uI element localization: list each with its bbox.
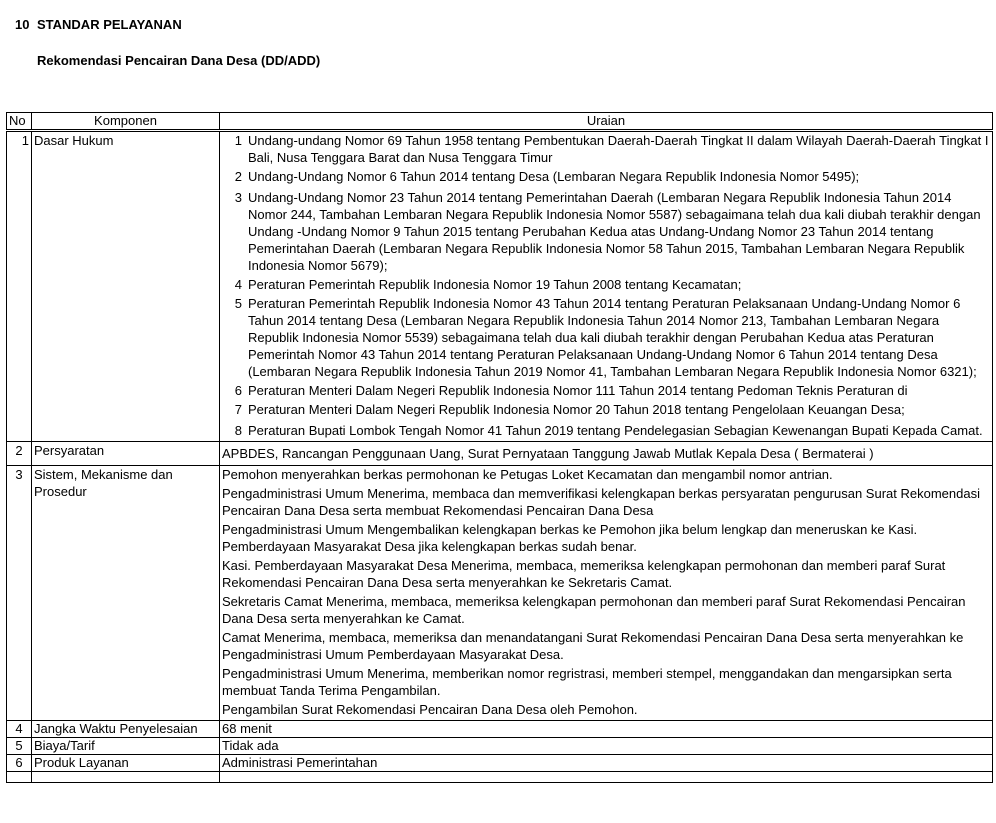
procedure-step: Kasi. Pemberdayaan Masyarakat Desa Menerima, membaca, memeriksa kelengkapan permohonan dan memberi paraf Surat Rekomendasi Pencairan Dana Desa serta menyerahkan ke Sekretaris Camat.: [222, 558, 946, 590]
table-header-row: [7, 113, 993, 131]
row-number: 1: [7, 131, 32, 442]
service-standard-table: [6, 112, 993, 783]
table-row-biaya: [7, 738, 993, 755]
row-komponen: Persyaratan: [32, 442, 220, 466]
table-row-truncated: [7, 772, 993, 783]
procedure-step: Pemohon menyerahkan berkas permohonan ke Petugas Loket Kecamatan dan mengambil nomor antrian.: [222, 467, 833, 482]
row-komponen: Produk Layanan: [32, 755, 220, 772]
table-row-persyaratan: [7, 442, 993, 466]
document-subtitle: Rekomendasi Pencairan Dana Desa (DD/ADD): [37, 53, 321, 68]
section-title: STANDAR PELAYANAN: [37, 17, 182, 32]
procedure-step: Pengambilan Surat Rekomendasi Pencairan Dana Desa oleh Pemohon.: [222, 702, 638, 717]
procedure-step: Pengadministrasi Umum Menerima, memberikan nomor regristrasi, memberi stempel, menggandakan dan mengarsipkan serta membuat Tanda Terima Pengambilan.: [222, 666, 952, 698]
row-uraian-legal-basis-list: [220, 131, 993, 442]
legal-basis-item: 2 Undang-Undang Nomor 6 Tahun 2014 tentang Desa (Lembaran Negara Republik Indonesia Nomor 5495);: [234, 169, 860, 184]
procedure-step: Pengadministrasi Umum Mengembalikan kelengkapan berkas ke Pemohon jika belum lengkap dan meneruskan ke Kasi. Pemberdayaan Masyarakat Desa jika kelengkapan berkas sudah benar.: [222, 522, 918, 554]
row-komponen: Biaya/Tarif: [32, 738, 220, 755]
row-uraian-procedure-steps: [220, 466, 993, 721]
column-header-no: No: [7, 113, 32, 131]
row-uraian: 68 menit: [220, 721, 993, 738]
row-komponen: Sistem, Mekanisme dan Prosedur: [32, 466, 220, 721]
row-number: 6: [7, 755, 32, 772]
row-komponen: [32, 772, 220, 783]
row-number: [7, 772, 32, 783]
column-header-komponen: Komponen: [32, 113, 220, 131]
table-row-jangka-waktu: [7, 721, 993, 738]
section-number: 10: [15, 17, 30, 32]
table-row-produk-layanan: [7, 755, 993, 772]
legal-basis-item: 3 Undang-Undang Nomor 23 Tahun 2014 tentang Pemerintahan Daerah (Lembaran Negara Republik Indonesia Tahun 2014 Nomor 244, Tambahan Lembaran Negara Republik Indonesia Nomor 5587) sebagaimana telah dua kali diubah terakhir dengan Undang -Undang Nomor 9 Tahun 2015 tentang Perubahan Kedua atas Undang-Undang Nomor 23 Tahun 2014 tentang Pemerintahan Daerah (Lembaran Negara Republik Indonesia Nomor 58 Tahun 2015, Tambahan Lembaran Negara Republik Indonesia Nomor 5679);: [234, 190, 981, 273]
row-uraian: APBDES, Rancangan Penggunaan Uang, Surat Pernyataan Tanggung Jawab Mutlak Kepala Desa ( Bermaterai ): [220, 442, 993, 466]
row-komponen: Dasar Hukum: [32, 131, 220, 442]
row-uraian: Tidak ada: [220, 738, 993, 755]
legal-basis-item: 4 Peraturan Pemerintah Republik Indonesia Nomor 19 Tahun 2008 tentang Kecamatan;: [234, 277, 742, 292]
procedure-step: Sekretaris Camat Menerima, membaca, memeriksa kelengkapan permohonan dan memberi paraf Surat Rekomendasi Pencairan Dana Desa serta menyerahkan ke Camat.: [222, 594, 966, 626]
column-header-uraian: Uraian: [220, 113, 993, 131]
legal-basis-item: 6 Peraturan Menteri Dalam Negeri Republik Indonesia Nomor 111 Tahun 2014 tentang Pedoman Teknis Peraturan di: [234, 383, 908, 398]
legal-basis-item: 5 Peraturan Pemerintah Republik Indonesia Nomor 43 Tahun 2014 tentang Peraturan Pelaksanaan Undang-Undang Nomor 6 Tahun 2014 tentang Desa (Lembaran Negara Republik Indonesia Tahun 2014 Nomor 213, Tambahan Lembaran Negara Republik Indonesia Nomor 5539) sebagaimana telah dua kali diubah terakhir dengan Perubahan Kedua atas Peraturan Pemerintah Nomor 43 Tahun 2014 tentang Peraturan Pelaksanaan Undang-Undang Nomor 6 Tahun 2014 tentang Desa (Lembaran Negara Republik Indonesia Tahun 2019 Nomor 41, Tambahan Lembaran Negara Republik Indonesia Nomor 6321);: [234, 296, 977, 379]
row-komponen: Jangka Waktu Penyelesaian: [32, 721, 220, 738]
legal-basis-item: 1 Undang-undang Nomor 69 Tahun 1958 tentang Pembentukan Daerah-Daerah Tingkat II dalam Wilayah Daerah-Daerah Tingkat I Bali, Nusa Tenggara Barat dan Nusa Tenggara Timur: [234, 133, 989, 165]
row-number: 2: [7, 442, 32, 466]
procedure-step: Pengadministrasi Umum Menerima, membaca dan memverifikasi kelengkapan berkas persyaratan pengurusan Surat Rekomendasi Pencairan Dana Desa serta membuat Rekomendasi Pencairan Dana Desa: [222, 486, 980, 518]
table-row-dasar-hukum: [7, 131, 993, 442]
row-uraian: [220, 772, 993, 783]
legal-basis-item: 8 Peraturan Bupati Lombok Tengah Nomor 41 Tahun 2019 tentang Pendelegasian Sebagian Kewenangan Bupati Kepada Camat.: [234, 423, 983, 438]
row-number: 3: [7, 466, 32, 721]
row-number: 5: [7, 738, 32, 755]
legal-basis-item: 7 Peraturan Menteri Dalam Negeri Republik Indonesia Nomor 20 Tahun 2018 tentang Pengelolaan Keuangan Desa;: [234, 402, 905, 417]
procedure-step: Camat Menerima, membaca, memeriksa dan menandatangani Surat Rekomendasi Pencairan Dana Desa serta menyerahkan ke Pengadministrasi Umum Pemberdayaan Masyarakat Desa.: [222, 630, 964, 662]
row-number: 4: [7, 721, 32, 738]
table-row-prosedur: [7, 466, 993, 721]
row-uraian: Administrasi Pemerintahan: [220, 755, 993, 772]
